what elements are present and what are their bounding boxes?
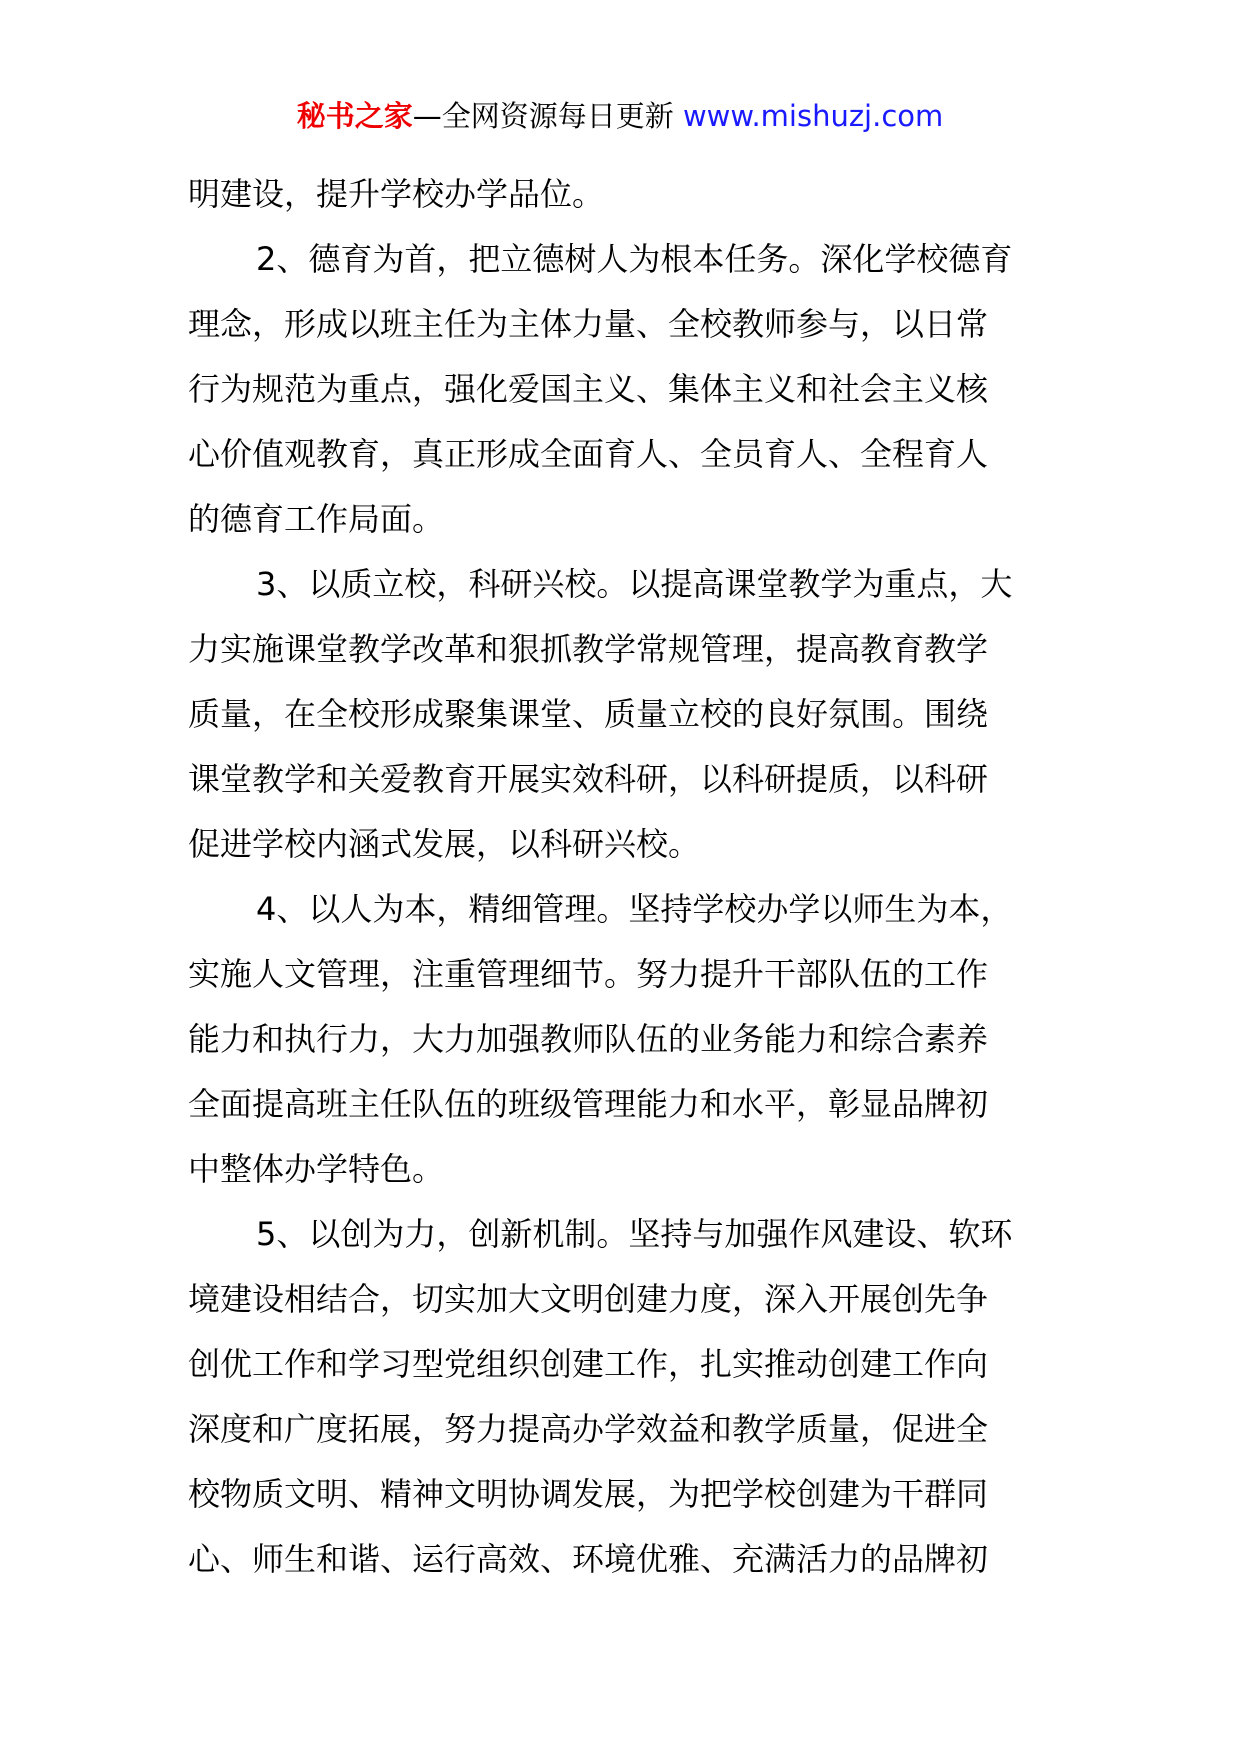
text-line: 促进学校内涵式发展，以科研兴校。 <box>188 825 701 863</box>
text-line: 课堂教学和关爱教育开展实效科研，以科研提质，以科研 <box>188 760 989 798</box>
paragraph-quality-research <box>188 552 1058 877</box>
text-line: 全面提高班主任队伍的班级管理能力和水平，彰显品牌初 <box>188 1085 989 1123</box>
document-body <box>188 162 1058 1592</box>
text-line: 实施人文管理，注重管理细节。努力提升干部队伍的工作 <box>188 955 989 993</box>
text-line: 5、以创为力，创新机制。坚持与加强作风建设、软环 <box>256 1215 1013 1253</box>
text-line: 质量，在全校形成聚集课堂、质量立校的良好氛围。围绕 <box>188 695 989 733</box>
paragraph-people-oriented <box>188 877 1058 1202</box>
text-line: 境建设相结合，切实加大文明创建力度，深入开展创先争 <box>188 1280 989 1318</box>
text-line: 深度和广度拓展，努力提高办学效益和教学质量，促进全 <box>188 1410 989 1448</box>
text-line: 中整体办学特色。 <box>188 1150 445 1188</box>
brand-name: 秘书之家 <box>296 99 413 133</box>
text-line: 力实施课堂教学改革和狠抓教学常规管理，提高教育教学 <box>188 630 989 668</box>
text-line: 2、德育为首，把立德树人为根本任务。深化学校德育 <box>256 240 1013 278</box>
text-line: 明建设，提升学校办学品位。 <box>188 175 605 213</box>
paragraph-innovation <box>188 1202 1058 1592</box>
header-tagline: —全网资源每日更新 <box>412 99 674 133</box>
text-line: 校物质文明、精神文明协调发展，为把学校创建为干群同 <box>188 1475 989 1513</box>
text-line: 4、以人为本，精细管理。坚持学校办学以师生为本， <box>256 890 1013 928</box>
paragraph-continuation <box>188 162 1058 227</box>
site-header <box>0 96 1240 136</box>
paragraph-moral-education <box>188 227 1058 552</box>
text-line: 心价值观教育，真正形成全面育人、全员育人、全程育人 <box>188 435 989 473</box>
text-line: 的德育工作局面。 <box>188 500 445 538</box>
text-line: 能力和执行力，大力加强教师队伍的业务能力和综合素养 <box>188 1020 989 1058</box>
text-line: 创优工作和学习型党组织创建工作，扎实推动创建工作向 <box>188 1345 989 1383</box>
text-line: 心、师生和谐、运行高效、环境优雅、充满活力的品牌初 <box>188 1540 989 1578</box>
text-line: 理念，形成以班主任为主体力量、全校教师参与，以日常 <box>188 305 989 343</box>
text-line: 行为规范为重点，强化爱国主义、集体主义和社会主义核 <box>188 370 989 408</box>
text-line: 3、以质立校，科研兴校。以提高课堂教学为重点，大 <box>256 565 1013 603</box>
site-url-link[interactable]: www.mishuzj.com <box>682 99 944 133</box>
